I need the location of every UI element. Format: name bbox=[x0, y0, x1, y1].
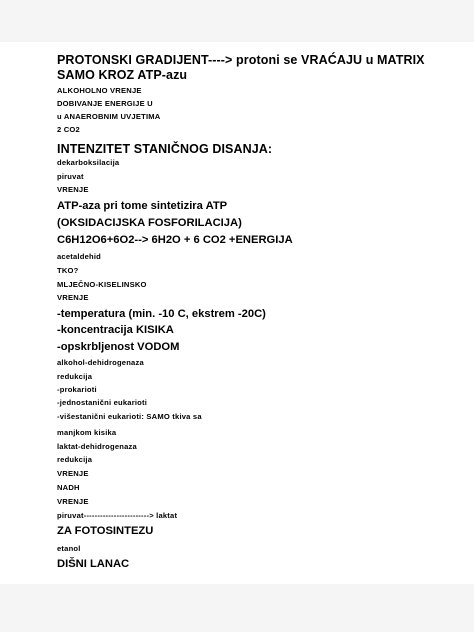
viewer-bottom-band bbox=[0, 584, 474, 632]
text-line-oksidacijska: (OKSIDACIJSKA FOSFORILACIJA) bbox=[57, 217, 242, 229]
text-line-prokarioti: -prokarioti bbox=[57, 385, 97, 394]
text-line-opskrbljenost-vodom: -opskrbljenost VODOM bbox=[57, 341, 180, 353]
text-line-tko: TKO? bbox=[57, 266, 79, 275]
text-line-laktat-dehidrogenaza: laktat-dehidrogenaza bbox=[57, 442, 137, 451]
text-line-etanol: etanol bbox=[57, 544, 81, 553]
text-line-jednostanicni: -jednostanični eukarioti bbox=[57, 398, 148, 407]
text-line-atp-aza: ATP-aza pri tome sintetizira ATP bbox=[57, 200, 228, 212]
text-line-piruvat-laktat: piruvat------------------------> laktat bbox=[57, 511, 178, 520]
document-page bbox=[0, 42, 474, 584]
text-line-koncentracija-kisika: -koncentracija KISIKA bbox=[57, 324, 174, 336]
text-line-za-fotosintezu: ZA FOTOSINTEZU bbox=[57, 525, 154, 537]
text-line-vrenje: VRENJE bbox=[57, 185, 89, 194]
text-line-anaerobni-uvjeti: u ANAEROBNIM UVJETIMA bbox=[57, 112, 161, 121]
text-line-disni-lanac: DIŠNI LANAC bbox=[57, 558, 130, 570]
text-line-redukcija: redukcija bbox=[57, 455, 93, 464]
text-line-dobivanje-energije: DOBIVANJE ENERGIJE U bbox=[57, 99, 153, 108]
text-line-equation: C6H12O6+6O2--> 6H2O + 6 CO2 +ENERGIJA bbox=[57, 234, 293, 246]
text-line-manjkom-kisika: manjkom kisika bbox=[57, 428, 117, 437]
text-line-vrenje: VRENJE bbox=[57, 469, 89, 478]
text-line-vrenje: VRENJE bbox=[57, 497, 89, 506]
viewer-top-band bbox=[0, 0, 474, 42]
text-line-protonski-gradijent: PROTONSKI GRADIJENT----> protoni se VRAĆAJU u MATRIX bbox=[57, 53, 425, 67]
text-line-dekarboksilacija: dekarboksilacija bbox=[57, 158, 120, 167]
text-line-mljecno-kiselinsko: MLJEČNO-KISELINSKO bbox=[57, 280, 147, 289]
text-line-acetaldehid: acetaldehid bbox=[57, 252, 101, 261]
text-line-samo-kroz-atp-azu: SAMO KROZ ATP-azu bbox=[57, 68, 188, 82]
text-line-alkoholno-vrenje: ALKOHOLNO VRENJE bbox=[57, 86, 142, 95]
text-line-redukcija: redukcija bbox=[57, 372, 93, 381]
text-line-nadh: NADH bbox=[57, 483, 80, 492]
text-line-piruvat: piruvat bbox=[57, 172, 84, 181]
text-line-intenzitet-disanja: INTENZITET STANIČNOG DISANJA: bbox=[57, 142, 273, 156]
text-line-visestanicni: -višestanični eukarioti: SAMO tkiva sa bbox=[57, 412, 202, 421]
text-line-alkohol-dehidrogenaza: alkohol-dehidrogenaza bbox=[57, 358, 144, 367]
text-line-vrenje: VRENJE bbox=[57, 293, 89, 302]
text-line-2-co2: 2 CO2 bbox=[57, 125, 80, 134]
text-line-temperatura: -temperatura (min. -10 C, ekstrem -20C) bbox=[57, 308, 266, 320]
